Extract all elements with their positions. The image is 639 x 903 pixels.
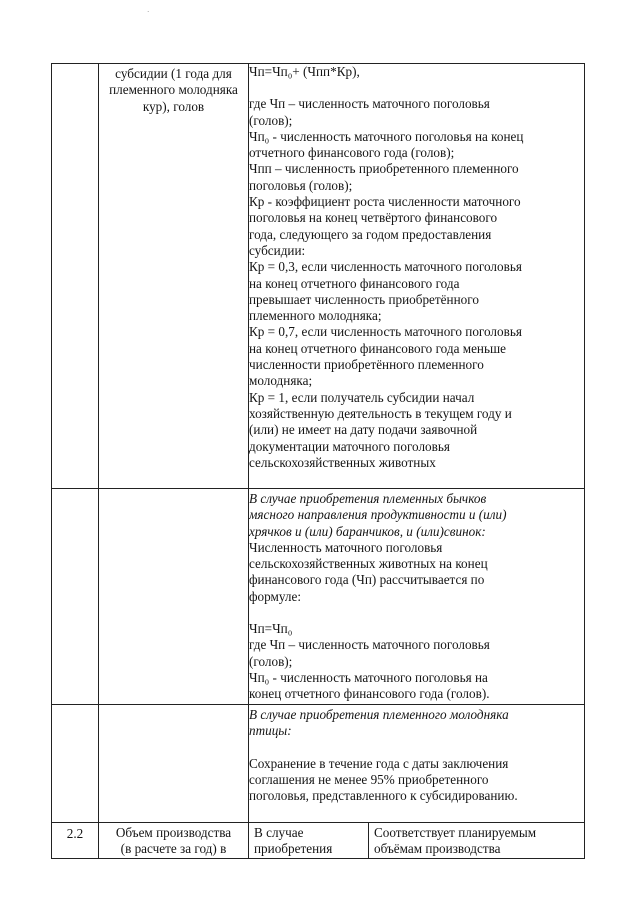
indicator-name-cell [99,705,249,823]
text-line: хозяйственную деятельность в текущем году и [249,405,512,421]
formula: Чп=Чп₀+ (Чпп*Кр), [249,64,360,79]
row-number-cell: 2.2 [52,823,99,859]
text-line: племенного молодняка; [249,308,382,324]
table-row [52,705,585,823]
text-line: численности приобретённого племенного [249,357,484,373]
table-row [52,823,585,859]
text-line: на конец отчетного финансового года [249,275,460,291]
text-line: молодняка; [249,373,313,389]
row-number-cell [52,64,99,489]
text-line: мясного направления продуктивности и (или) [249,507,507,523]
text-line: Сохранение в течение года с даты заключения [249,755,509,771]
indicator-name-line: (в расчете за год) в [120,841,227,857]
calculation-cell [249,705,585,823]
text-line: формуле: [249,588,301,604]
text-line: финансового года (Чп) рассчитывается по [249,572,485,588]
formula-explanation [249,637,584,702]
page-mark: · [147,8,150,16]
text-line: поголовья на конец четвёртого финансового [249,210,498,226]
text-line: (или) не имеет на дату подачи заявочной [249,422,478,438]
indicator-name-cell [99,489,249,705]
text-line: отчетного финансового года (голов); [249,145,455,161]
criteria-table [51,63,585,859]
text-line: (голов); [249,112,293,128]
text-line: документации маточного поголовья [249,438,450,454]
text-line: В случае приобретения племенных бычков [249,491,487,506]
formula: Чп=Чп₀ [249,621,293,637]
text-line: года, следующего за годом предоставления [249,226,492,242]
requirement-line: объёмам производства [374,841,501,857]
formula-explanation [249,96,584,471]
requirement-line: Соответствует планируемым [374,825,537,840]
indicator-name-line: кур), голов [142,98,205,114]
text-line: В случае приобретения племенного молодняка [249,707,509,722]
text-line: Кр - коэффициент роста численности маточного [249,194,521,210]
case-heading [249,707,584,740]
text-line: Кр = 0,3, если численность маточного поголовья [249,259,522,275]
row-number-cell [52,705,99,823]
condition-cell [249,823,369,859]
text-line: поголовья, представленного к субсидированию. [249,788,518,804]
text-line: где Чп – численность маточного поголовья [249,637,490,653]
text-line: Численность маточного поголовья [249,539,443,555]
indicator-name-line: субсидии (1 года для [115,66,232,81]
text-line: птицы: [249,723,292,739]
condition-line: приобретения [254,841,333,857]
indicator-name-line: племенного молодняка [109,82,238,98]
case-description [249,540,584,605]
text-line: Кр = 1, если получатель субсидии начал [249,389,475,405]
text-line: конец отчетного финансового года (голов). [249,686,490,702]
row-number-cell [52,489,99,705]
text-line: хрячков и (или) баранчиков, и (или)свинок: [249,523,486,539]
text-line: поголовья (голов); [249,177,353,193]
text-line: сельскохозяйственных животных [249,454,436,470]
condition-line: В случае [254,825,304,840]
requirement-cell [369,823,585,859]
text-line: на конец отчетного финансового года меньше [249,340,507,356]
case-heading [249,491,584,540]
text-line: Чп₀ - численность маточного поголовья на конец [249,128,524,144]
text-line: Чп₀ - численность маточного поголовья на [249,669,488,685]
text-line: (голов); [249,653,293,669]
text-line: Чпп – численность приобретенного племенного [249,161,519,177]
text-line: сельскохозяйственных животных на конец [249,556,488,572]
text-line: где Чп – численность маточного поголовья [249,96,490,112]
indicator-name-line: Объем производства [115,825,232,840]
table-row [52,489,585,705]
text-line: превышает численность приобретённого [249,291,479,307]
case-description [249,756,584,805]
table-row [52,64,585,489]
text-line: Кр = 0,7, если численность маточного поголовья [249,324,522,340]
calculation-cell [249,64,585,489]
indicator-name-cell [99,823,249,859]
calculation-cell [249,489,585,705]
text-line: соглашения не менее 95% приобретенного [249,771,489,787]
indicator-name-cell [99,64,249,489]
text-line: субсидии: [249,242,306,258]
